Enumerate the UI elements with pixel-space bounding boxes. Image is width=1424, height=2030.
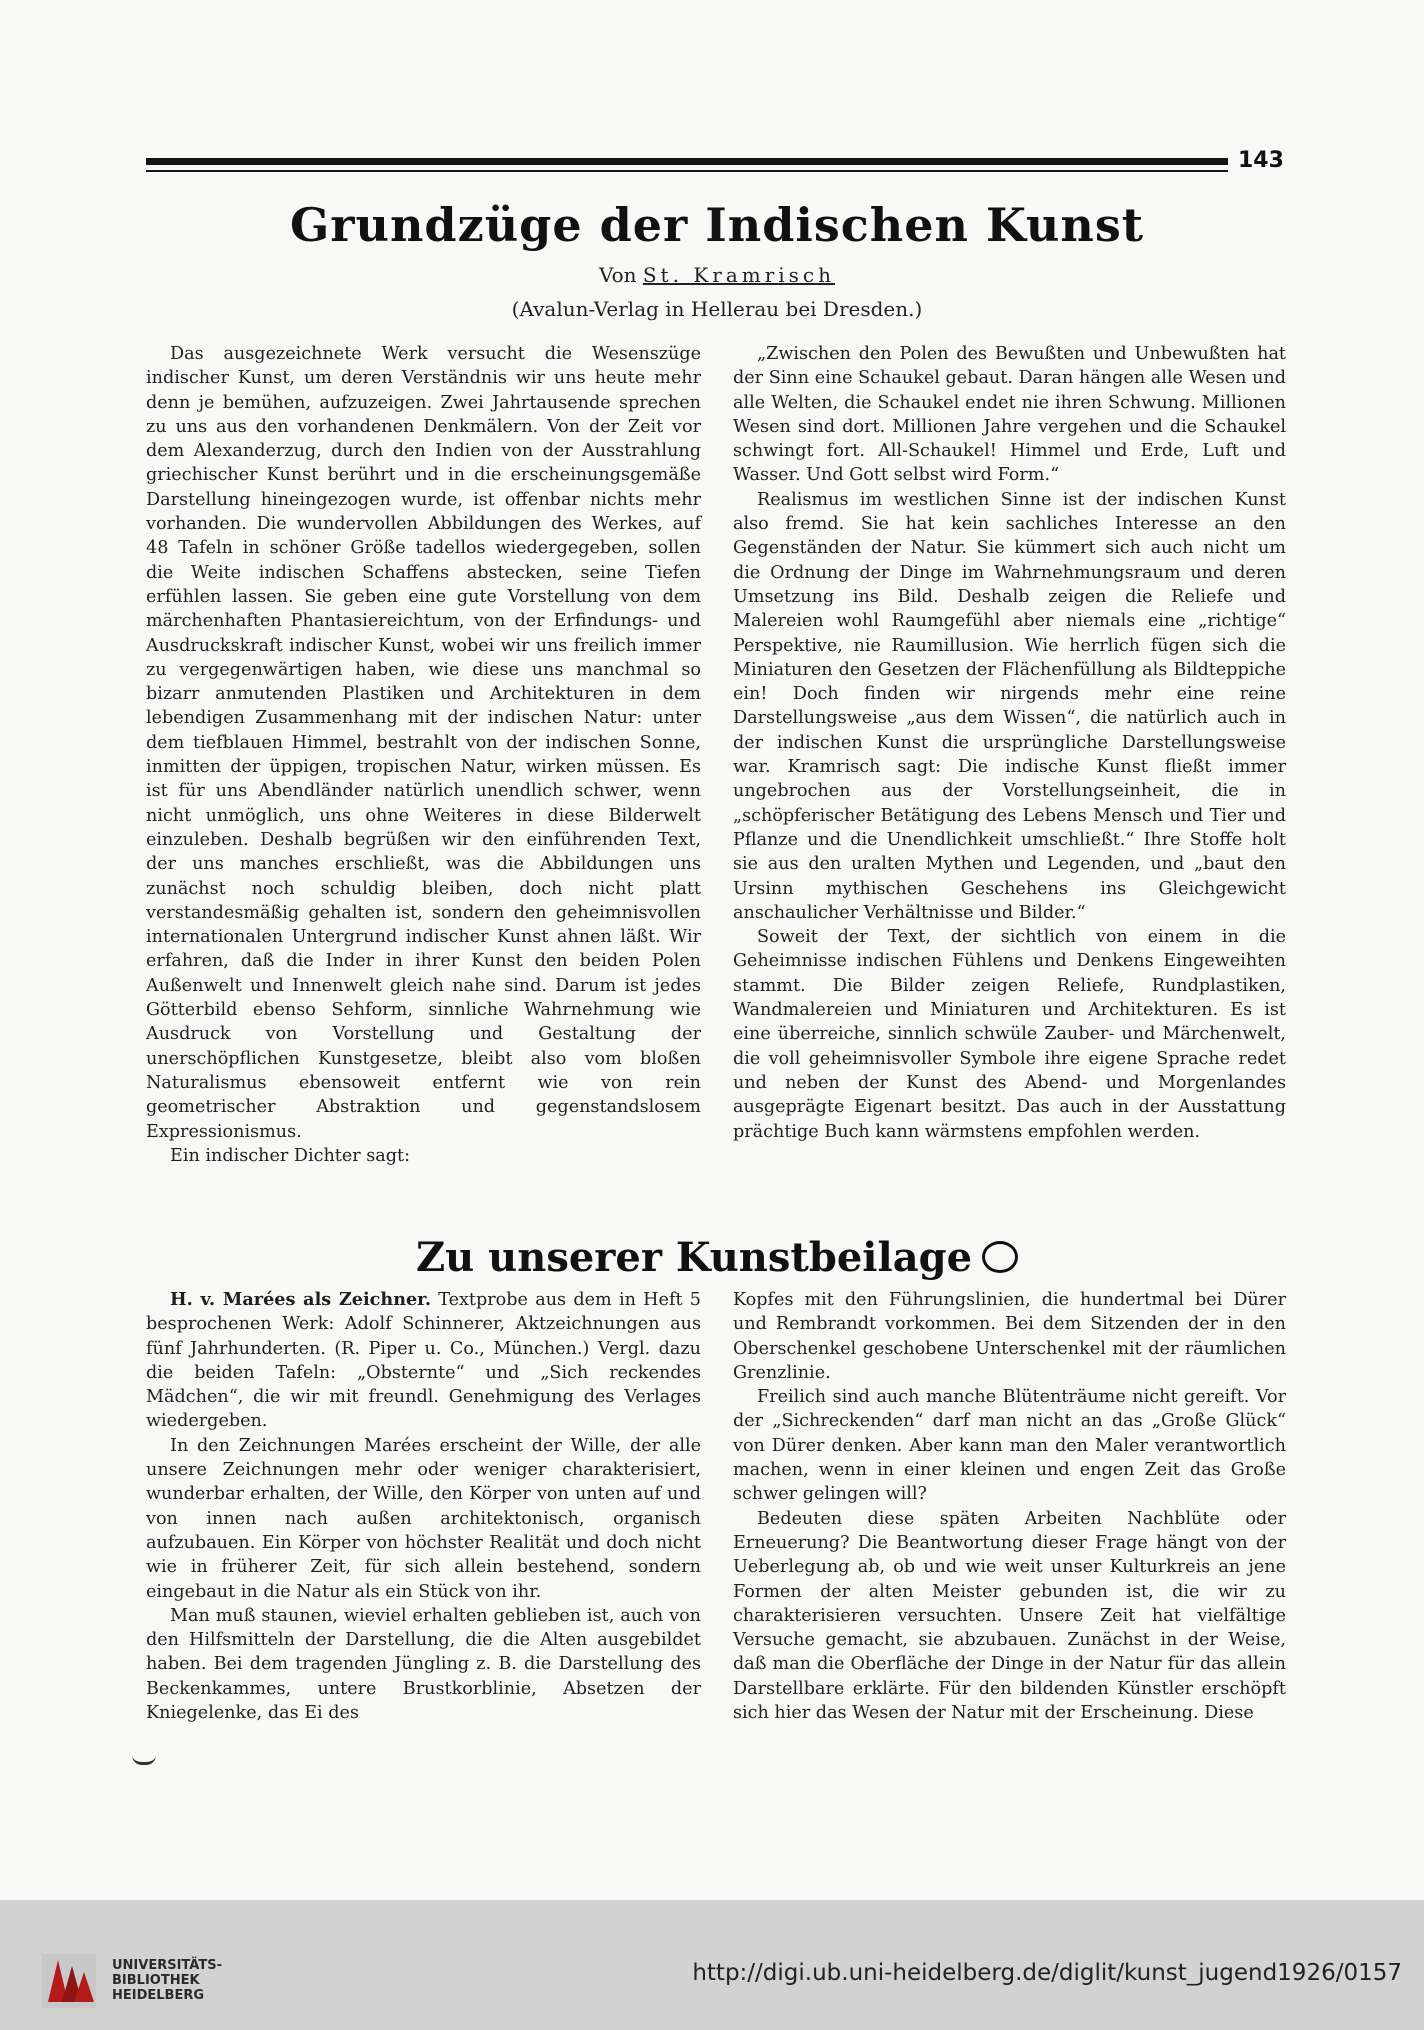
paragraph: Das ausgezeichnete Werk versucht die Wesenszüge indischer Kunst, um deren Verständnis wir uns heute mehr denn je bemühen, aufzuzeigen. Zwei Jahrtausende sprechen zu uns aus den vorhandenen Denkmälern. Von der Zeit vor dem Alexanderzug, durch den Indien von der Ausstrahlung griechischer Kunst berührt und in die erscheinungsgemäße Darstellung hineingezogen wurde, ist offenbar nichts mehr vorhanden. Die wundervollen Abbildungen des Werkes, auf 48 Tafeln in schöner Größe tadellos wiedergegeben, sollen die Weite indischen Schaffens abstecken, seine Tiefen erfühlen lassen. Sie geben eine gute Vorstellung von dem märchenhaften Phantasiereichtum, von der Erfindungs- und Ausdruckskraft indischer Kunst, wobei wir uns freilich immer zu vergegenwärtigen haben, wie diese uns manchmal so bizarr anmutenden Plastiken und Architekturen in dem lebendigen Zusammenhang mit der indischen Natur: unter dem tiefblauen Himmel, bestrahlt von der indischen Sonne, inmitten der üppigen, tropischen Natur, wirken müssen. Es ist für uns Abendländer natürlich unendlich schwer, wenn nicht unmöglich, uns ohne Weiteres in diese Bilderwelt einzuleben. Deshalb begrüßen wir den einführenden Text, der uns manches erschließt, was die Abbildungen uns zunächst noch schuldig bleiben, doch nicht platt verstandesmäßig gehalten ist, sondern den geheimnisvollen internationalen Untergrund indischer Kunst ahnen läßt. Wir erfahren, daß die Inder in ihrer Kunst den beiden Polen Außenwelt und Innenwelt gleich nahe sind. Darum ist jedes Götterbild ebenso Sehform, sinnliche Wahrnehmung wie Ausdruck von Vorstellung und Gestaltung der unerschöpflichen Kunstgesetze, bleibt also vom bloßen Naturalismus ebensoweit entfernt wie von rein geometrischer Abstraktion und gegenstandslosem Expressionismus. — [146, 344, 701, 1142]
source-url[interactable]: http://digi.ub.uni-heidelberg.de/diglit/kunst_jugend1926/0157 — [692, 1960, 1402, 1986]
paragraph: Realismus im westlichen Sinne ist der indischen Kunst also fremd. Sie hat kein sachliches Interesse an den Gegenständen der Natur. Sie kümmert sich auch nicht um die Ordnung der Dinge im Wahrnehmungsraum und deren Umsetzung ins Bild. Deshalb zeigen die Reliefe und Malereien wohl Raumgefühl aber niemals eine „richtige“ Perspektive, nie Raumillusion. Wie herrlich fügen sich die Miniaturen den Gesetzen der Flächenfüllung als Bildteppiche ein! Doch finden wir nirgends mehr eine reine Darstellungsweise „aus dem Wissen“, die natürlich auch in der indischen Kunst die ursprüngliche Darstellungsweise war. Kramrisch sagt: Die indische Kunst fließt immer ungebrochen aus der Vorstellungseinheit, die in „schöpferischer Betätigung des Lebens Mensch und Tier und Pflanze und die Unendlichkeit umschließt.“ Ihre Stoffe holt sie aus den uralten Mythen und Legenden, und „baut den Ursinn mythischen Geschehens ins Gleichgewicht anschaulicher Verhältnisse und Bilder.“ — [733, 489, 1286, 923]
footer-bar — [0, 1900, 1424, 2030]
lead-text: Textprobe aus dem in Heft 5 besprochenen Werk: Adolf Schinnerer, Aktzeichnungen aus fünf Jahrhunderten. (R. Piper u. Co., München.) Vergl. dazu die beiden Tafeln: „Obsternte“ und „Sich reckendes Mädchen“, die wir mit freundl. Genehmigung des Verlages wiedergeben. — [146, 1290, 701, 1432]
section-heading — [146, 1234, 1288, 1281]
paragraph: Soweit der Text, der sichtlich von einem in die Geheimnisse indischen Fühlens und Denkens Eingeweihten stammt. Die Bilder zeigen Reliefe, Rundplastiken, Wandmalereien und Miniaturen und Architekturen. Es ist eine überreiche, sinnlich schwüle Zauber- und Märchenwelt, die voll geheimnisvoller Symbole ihre eigene Sprache redet und neben der Kunst des Abend- und Morgenlandes ausgeprägte Eigenart besitzt. Das auch in der Ausstattung prächtige Buch kann wärmstens empfohlen werden. — [733, 927, 1286, 1142]
author-name: St. Kramrisch — [642, 263, 836, 287]
university-logo-icon — [40, 1952, 98, 2010]
page-number: 143 — [1238, 148, 1284, 173]
section-heading-text: Zu unserer Kunstbeilage — [415, 1234, 973, 1281]
supplement-column-left — [146, 1288, 701, 1725]
institution-line: BIBLIOTHEK — [112, 1973, 200, 1988]
header-rule — [146, 158, 1228, 165]
institution-name — [112, 1958, 222, 2003]
monogram-icon — [982, 1241, 1018, 1273]
paragraph: Bedeuten diese späten Arbeiten Nachblüte oder Erneuerung? Die Beantwortung dieser Frage hängt von der Ueberlegung ab, ob und wie weit unser Kulturkreis an jene Formen der alten Meister gebunden ist, die wir zu charakterisieren versuchten. Unsere Zeit hat vielfältige Versuche gemacht, sie abzubauen. Zunächst in der Weise, daß man die Oberfläche der Dinge in der Natur für das allein Darstellbare erklärte. Für den bildenden Künstler erschöpft sich hier das Wesen der Natur mit der Erscheinung. Diese — [733, 1508, 1286, 1724]
byline — [146, 263, 1288, 287]
paragraph: Freilich sind auch manche Blütenträume nicht gereift. Vor der „Sichreckenden“ darf man nicht an das „Große Glück“ von Dürer denken. Aber kann man den Maler verantwortlich machen, wenn in einer kleinen und engen Zeit das Große schwer gelingen will? — [733, 1387, 1286, 1505]
institution-line: HEIDELBERG — [112, 1988, 205, 2003]
supplement-column-right — [733, 1288, 1286, 1725]
paragraph: Ein indischer Dichter sagt: — [170, 1145, 411, 1166]
byline-prefix: Von — [598, 263, 637, 287]
paragraph: Kopfes mit den Führungslinien, die hundertmal bei Dürer und Rembrandt vorkommen. Bei dem Sitzenden der in den Oberschenkel geschobene Unterschenkel mit der räumlichen Grenzlinie. — [733, 1290, 1286, 1383]
quote-paragraph: „Zwischen den Polen des Bewußten und Unbewußten hat der Sinn eine Schaukel gebaut. Daran hängen alle Wesen und alle Welten, die Schaukel endet nie ihren Schwung. Millionen Wesen sind dort. Millionen Jahre vergehen und die Schaukel schwingt fort. All-Schaukel! Himmel und Erde, Luft und Wasser. Und Gott selbst wird Form.“ — [733, 344, 1286, 486]
institution-line: UNIVERSITÄTS- — [112, 1958, 222, 1973]
paragraph: In den Zeichnungen Marées erscheint der Wille, der alle unsere Zeichnungen mehr oder weniger charakterisiert, wunderbar erhalten, der Wille, den Körper von unten auf und von innen nach außen architektonisch, organisch aufzubauen. Ein Körper von höchster Realität und doch nicht wie in früherer Zeit, für sich allein bestehend, sondern eingebaut in die Natur als ein Stück von ihr. — [146, 1435, 701, 1602]
lead-title: H. v. Marées als Zeichner. — [170, 1289, 431, 1310]
article-title: Grundzüge der Indischen Kunst — [290, 198, 1144, 252]
header-rule-thin — [146, 170, 1228, 172]
scan-mark — [132, 1750, 156, 1765]
publisher-note: (Avalun-Verlag in Hellerau bei Dresden.) — [511, 297, 923, 321]
paragraph — [146, 1288, 701, 1434]
article-column-left — [146, 342, 701, 1168]
article-column-right — [733, 342, 1286, 1144]
paragraph: Man muß staunen, wieviel erhalten geblieben ist, auch von den Hilfsmitteln der Darstellung, die die Alten ausgebildet haben. Bei dem tragenden Jüngling z. B. die Darstellung des Beckenkammes, untere Brustkorblinie, Absetzen der Kniegelenke, das Ei des — [146, 1605, 701, 1724]
